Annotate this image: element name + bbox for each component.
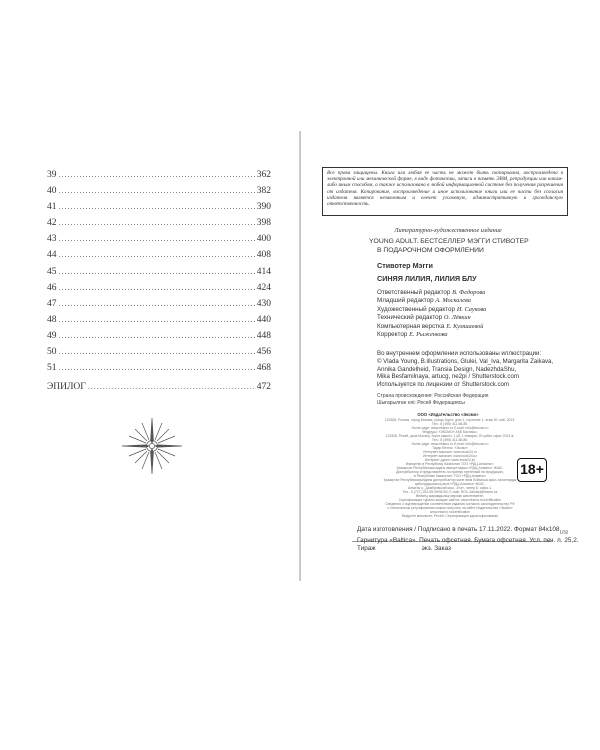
toc-entry [47,170,271,186]
fine-print-line: Алматы қ., Домбровский көш., 3«а», литер Б, офис 1. [407,486,493,490]
toc-page-number: 472 [256,382,271,393]
toc-page-number: 468 [256,363,271,374]
fine-print-line: Дистрибьютор и представитель по приему претензий на продукцию, [396,470,504,474]
fine-print-line: Импортёр в Республику Казахстан ТОО «РДЦ-Алматы». [405,462,495,466]
toc-leader-dots [88,382,255,391]
copyright-notice-box: Все права защищены. Книга или любая ее часть не может быть скопирована, воспроизведена в электронной или механической форме, в виде фотокопии, записи в память ЭВМ, репродукции или каким-либо иным способом, а также использована в любой информационной системе без получения разрешения от издателя. Копирование, воспроизведение и иное использование книги или ее части без согласия издателя является незаконным и влечет уголовную, административную и гражданскую ответственность. [322,167,568,216]
toc-page-number: 398 [256,218,271,229]
toc-leader-dots [59,267,255,276]
toc-page-number: 362 [256,170,271,180]
toc-leader-dots [59,331,255,340]
toc-leader-dots [59,315,255,324]
illustration-credit-line: Mika Besfamilnaya, artucg, ne2pi / Shutterstock.com [377,373,519,381]
right-page [301,131,600,581]
fine-print-line: Интернет-магазин: www.book24.kz [423,454,477,458]
toc-leader-dots [59,283,255,292]
fine-print-line: Home page: www.eksmo.ru E-mail: info@eksmo.ru [411,442,489,446]
toc-entry [47,363,271,379]
toc-chapter-number: 51 [47,363,57,374]
fine-print-line: Өндіруші: «ЭКСМО» АҚБ Баспасы, [422,430,478,434]
toc-leader-dots [59,363,255,372]
toc-chapter-number: 40 [47,186,57,197]
edition-type: Литературно-художественное издание [394,227,502,234]
toc-entry [47,186,271,202]
toc-leader-dots [59,170,255,179]
toc-page-number: 440 [256,314,271,325]
toc-entry [47,267,271,283]
toc-entry [47,315,271,331]
toc-chapter-number: 47 [47,298,57,309]
toc-chapter-number: 50 [47,347,57,358]
toc-entry [47,283,271,299]
toc-epilogue-label: ЭПИЛОГ [47,382,86,393]
toc-entry [47,347,271,363]
origin-line: Шығарылған елі: Ресей Федерациясы [377,399,465,406]
left-page [0,131,300,581]
sunburst-ornament-icon [120,414,184,478]
toc-chapter-number: 43 [47,234,57,245]
fine-print-line: Интернет-дүкен: www.book24.kz [424,458,476,462]
fine-print-line: Қазақстан Республикасындағы импорттаушы «РДЦ-Алматы» ЖШС. [396,466,504,470]
series-line-1: YOUNG ADULT. БЕСТСЕЛЛЕР МЭГГИ СТИВОТЕР [369,238,529,245]
staff-line: Технический редактор О. Лёвкин [377,314,471,322]
toc-leader-dots [59,234,255,243]
fine-print-line: Тел.: 8 (727) 251-59-90/91/92; E-mail: RDC-Almaty@eksmo.kz [402,490,498,494]
staff-line: Ответственный редактор В. Федорова [377,289,486,296]
fine-print-line: Тел.: 8 (495) 411-68-86. [431,438,469,442]
toc-leader-dots [59,186,255,195]
toc-chapter-number: 48 [47,314,57,325]
toc-entry [47,234,271,250]
toc-chapter-number: 41 [47,202,57,213]
toc-page-number: 424 [256,282,271,293]
toc-chapter-number: 49 [47,330,57,341]
paper-line: Гарнитура «Baltica». Печать офсетная. Бумага офсетная. Усл. печ. л. 25,2. [357,536,579,544]
book-author: Стивотер Мэгги [377,261,433,270]
toc-page-number: 390 [256,202,271,213]
toc-leader-dots [59,347,255,356]
fine-print-line: Сертификация туралы ақпарат сайтта: www.eksmo.ru/certification [398,498,502,502]
toc-entry [47,331,271,347]
toc-chapter-number: 44 [47,250,57,261]
book-spread [0,131,600,581]
fine-print-line: Өнімнің жарамдылық мерзімі шектелмеген. [415,494,485,498]
toc-chapter-number: 42 [47,218,57,229]
toc-leader-dots [59,218,255,227]
signed-for-print-line: Дата изготовления / Подписано в печать 17.11.2022. Формат $84x108_{1/32}$ [357,526,569,535]
print-details [357,526,579,554]
fine-print-line: www.eksmo.ru/certification [429,510,471,514]
origin-line: Страна происхождения: Российская Федерация [377,393,489,399]
illustration-credit-line: © Vlada Young, B.illustrations, Glulei, Val_Iva, Margarita Zaikava, [377,357,554,365]
toc-page-number: 400 [256,234,271,245]
toc-chapter-number: 45 [47,266,57,277]
publisher-fine-print [370,418,530,518]
toc-entry [47,218,271,234]
illustration-credit-line: Используется по лицензии от Shutterstock.com [377,381,509,389]
country-of-origin [377,393,488,406]
fine-print-line: Home page: www.eksmo.ru E-mail: info@eksmo.ru [411,426,489,430]
fine-print-line: Тауар белгісі: «Эксмо» [432,446,468,450]
illustration-credit-line: Annika Gandelheid, Transia Design, NadezhdaShu, [377,365,517,373]
fine-print-line: Қазақстан Республикасындағы дистрибьютор және өнім бойынша арыз-талаптарды [383,478,517,482]
toc-leader-dots [59,250,255,259]
toc-chapter-number: 46 [47,282,57,293]
fine-print-line: Сведения о подтверждении соответствия издания согласно законодательству РФ [385,502,515,506]
staff-line: Художественный редактор И. Саукова [377,305,487,313]
book-title: СИНЯЯ ЛИЛИЯ, ЛИЛИЯ БЛУ [377,274,477,283]
staff-line: Корректор Е. Рыженкова [377,331,448,339]
fine-print-line: Интернет-магазин: www.book24.ru [423,450,477,454]
fine-print-line: Тел.: 8 (495) 411-68-86. [431,422,469,426]
toc-entry [47,250,271,266]
staff-line: Компьютерная верстка Е. Кумшаевой [377,322,484,330]
fine-print-line: 123308, Ресей, қала Мәскеу, Зорге көшесі, 1 үй, 1 ғимарат, 20 қабат, офис 2013 ж. [385,434,515,438]
editorial-staff-list [377,289,486,339]
toc-page-number: 408 [256,250,271,261]
publisher-name: ООО «Издательство «Эксмо» [417,412,479,417]
toc-page-number: 430 [256,298,271,309]
fine-print-line: қабылдаушының өкілі «РДЦ-Алматы» ЖШС, [414,482,485,486]
series-line-2: В ПОДАРОЧНОМ ОФОРМЛЕНИИ [377,247,484,254]
toc-leader-dots [59,202,255,211]
toc-entry [47,202,271,218]
toc-entry [47,299,271,315]
fine-print-line: 123308, Россия, город Москва, улица Зорге, дом 1, строение 1, этаж 20, каб. 2013. [384,418,516,422]
toc-entry-epilogue [47,382,271,398]
staff-line: Младший редактор А. Москалева [377,297,471,305]
copies-line: Тираж экз. Заказ [357,545,451,553]
toc-leader-dots [59,299,255,308]
format-fraction: 1/32 [559,529,569,535]
table-of-contents [47,170,271,398]
fine-print-line: Өндірген мемлекет: Ресей. Сертификация қарастырылмаған [401,514,499,518]
fine-print-line: о техническом регулировании можно получить на сайте Издательства «Эксмо» [387,506,513,510]
fine-print-line: в Республике Казахстан: ТОО «РДЦ-Алматы» [413,474,487,478]
age-rating-badge: 18+ [517,458,547,482]
toc-page-number: 382 [256,186,271,197]
toc-page-number: 456 [256,347,271,358]
toc-chapter-number: 39 [47,170,57,180]
illustrations-credits [377,350,553,389]
toc-page-number: 414 [256,266,271,277]
toc-page-number: 448 [256,330,271,341]
illustration-credit-line: Во внутреннем оформлении использованы иллюстрации: [377,350,542,357]
